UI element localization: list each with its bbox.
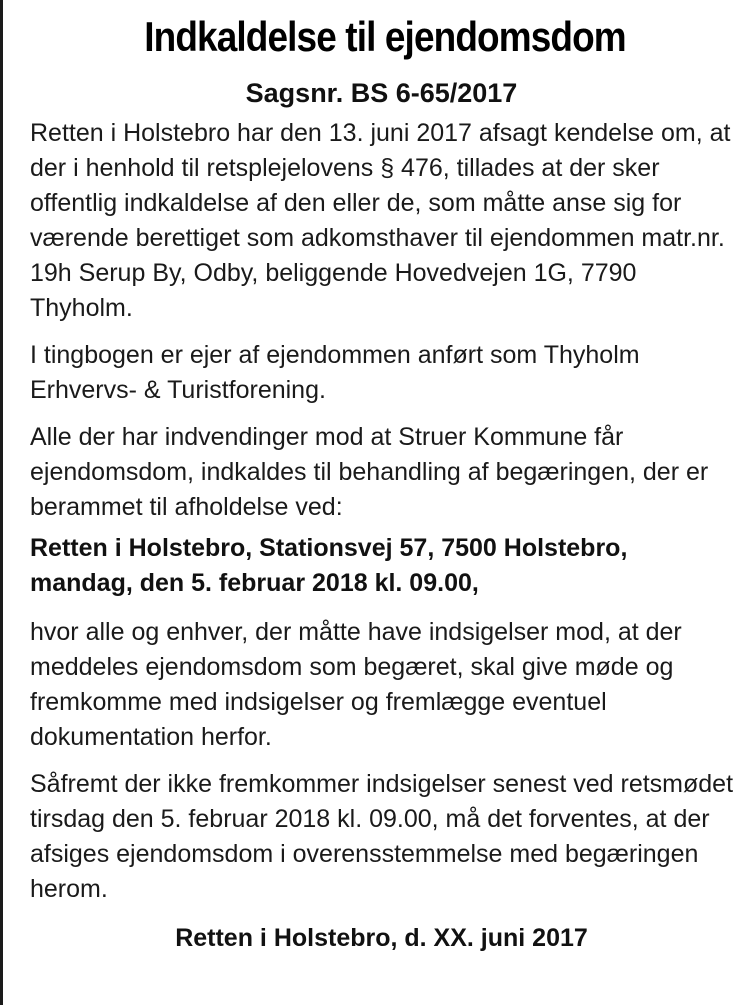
notice-title: Indkaldelse til ejendomsdom	[144, 13, 626, 60]
hearing-location: Retten i Holstebro, Stationsvej 57, 7500 Holstebro, mandag, den 5. februar 2018 kl. 09.00,	[30, 534, 628, 597]
paragraph-owner: I tingbogen er ejer af ejendommen anført som Thyholm Erhvervs- & Turistforening.	[30, 341, 640, 404]
signature: Retten i Holstebro, d. XX. juni 2017	[175, 924, 588, 952]
paragraph-summons: Alle der har indvendinger mod at Struer Kommune får ejendomsdom, indkaldes til behandling af begæringen, der er berammet til afholdelse ved:	[30, 423, 709, 521]
case-number: Sagsnr. BS 6-65/2017	[245, 78, 518, 108]
paragraph-objections: hvor alle og enhver, der måtte have indsigelser mod, at der meddeles ejendomsdom som begæret, skal give møde og fremkomme med indsigelser og fremlægge eventuel dokumentation herfor.	[30, 618, 682, 751]
paragraph-deadline: Såfremt der ikke fremkommer indsigelser senest ved retsmødet tirsdag den 5. februar 2018 kl. 09.00, må det forventes, at der afsiges ejendomsdom i overensstemmelse med begæringen herom.	[30, 770, 734, 903]
paragraph-ruling: Retten i Holstebro har den 13. juni 2017 afsagt kendelse om, at der i henhold til retsplejelovens § 476, tillades at der sker offentlig indkaldelse af den eller de, som måtte anse sig for værende berettiget som adkomsthaver til ejendommen matr.nr. 19h Serup By, Odby, beliggende Hovedvejen 1G, 7790 Thyholm.	[30, 119, 731, 322]
